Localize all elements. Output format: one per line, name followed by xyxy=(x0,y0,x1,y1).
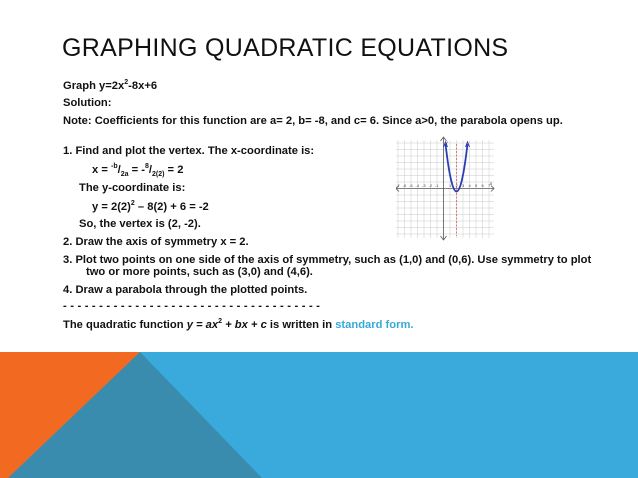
grid xyxy=(396,140,494,238)
formula-equals: = - xyxy=(128,164,145,176)
tick-label: 5 xyxy=(475,183,478,188)
formula-rest: – 8(2) + 6 = -2 xyxy=(134,201,209,213)
vertex-statement: So, the vertex is (2, -2). xyxy=(79,218,201,230)
fraction-slash-2: / xyxy=(148,164,152,176)
parabola-graph xyxy=(396,136,496,242)
statement-text-2: is written in xyxy=(266,319,336,331)
tick-label: -4 xyxy=(415,183,420,188)
fraction-slash: / xyxy=(117,164,121,176)
tick-label: 3 xyxy=(462,183,465,188)
formula-italic-rest: + bx + c xyxy=(222,319,267,331)
tick-label: -7 xyxy=(396,183,400,188)
y-axis-label: y xyxy=(445,140,448,145)
standard-form-statement xyxy=(63,318,414,331)
tick-label: -3 xyxy=(422,183,426,188)
tick-label: 6 xyxy=(481,183,484,188)
equation-text: Graph y=2x xyxy=(63,80,125,92)
formula-result: = 2 xyxy=(164,164,184,176)
slide-title: GRAPHING QUADRATIC EQUATIONS xyxy=(62,34,509,62)
step-2: 2. Draw the axis of symmetry x = 2. xyxy=(63,236,249,248)
tick-label: -2 xyxy=(428,183,433,188)
formula-prefix: x = xyxy=(92,164,111,176)
step-4: 4. Draw a parabola through the plotted points. xyxy=(63,284,308,296)
tick-label: 1 xyxy=(449,183,452,188)
x-coordinate-formula xyxy=(92,163,183,178)
fraction-numerator: -b xyxy=(110,163,118,170)
solution-label: Solution: xyxy=(63,97,112,109)
statement-text: The quadratic function xyxy=(63,319,187,331)
equation-text-rest: -8x+6 xyxy=(128,80,158,92)
y-coordinate-formula xyxy=(92,200,209,213)
tick-label: -1 xyxy=(435,183,439,188)
formula-part: y = 2(2) xyxy=(92,201,131,213)
tick-label: 4 xyxy=(468,183,471,188)
tick-label: -5 xyxy=(409,183,413,188)
note-paragraph: Note: Coefficients for this function are a= 2, b= -8, and c= 6. Since a>0, the parabola opens up. xyxy=(63,115,563,127)
decorative-banner xyxy=(0,352,638,478)
y-coordinate-label: The y-coordinate is: xyxy=(79,182,186,194)
tick-label: -6 xyxy=(402,183,407,188)
dashed-divider: - - - - - - - - - - - - - - - - - - - - - - - - - - - - - - - - - - - - xyxy=(63,300,321,312)
step-3: 3. Plot two points on one side of the axis of symmetry, such as (1,0) and (0,6). Use symmetry to plot two or more points, such as (3,0) and (4,6). xyxy=(63,254,592,278)
equation-line xyxy=(63,79,157,92)
formula-exponent: 2 xyxy=(218,318,223,325)
fraction-denominator: 2a xyxy=(120,171,129,178)
x-axis-label: x xyxy=(490,181,493,186)
equation-exponent: 2 xyxy=(124,79,129,86)
formula-exponent: 2 xyxy=(130,200,135,207)
axes xyxy=(396,137,494,240)
fraction-denominator-2: 2(2) xyxy=(152,171,165,178)
step-1: 1. Find and plot the vertex. The x-coordinate is: xyxy=(63,145,315,157)
standard-form-link-text: standard form. xyxy=(335,319,414,331)
fraction-numerator-2: 8 xyxy=(144,163,149,170)
tick-label: 7 xyxy=(488,183,491,188)
formula-italic: y = ax xyxy=(186,319,219,331)
tick-label: 2 xyxy=(455,183,458,188)
